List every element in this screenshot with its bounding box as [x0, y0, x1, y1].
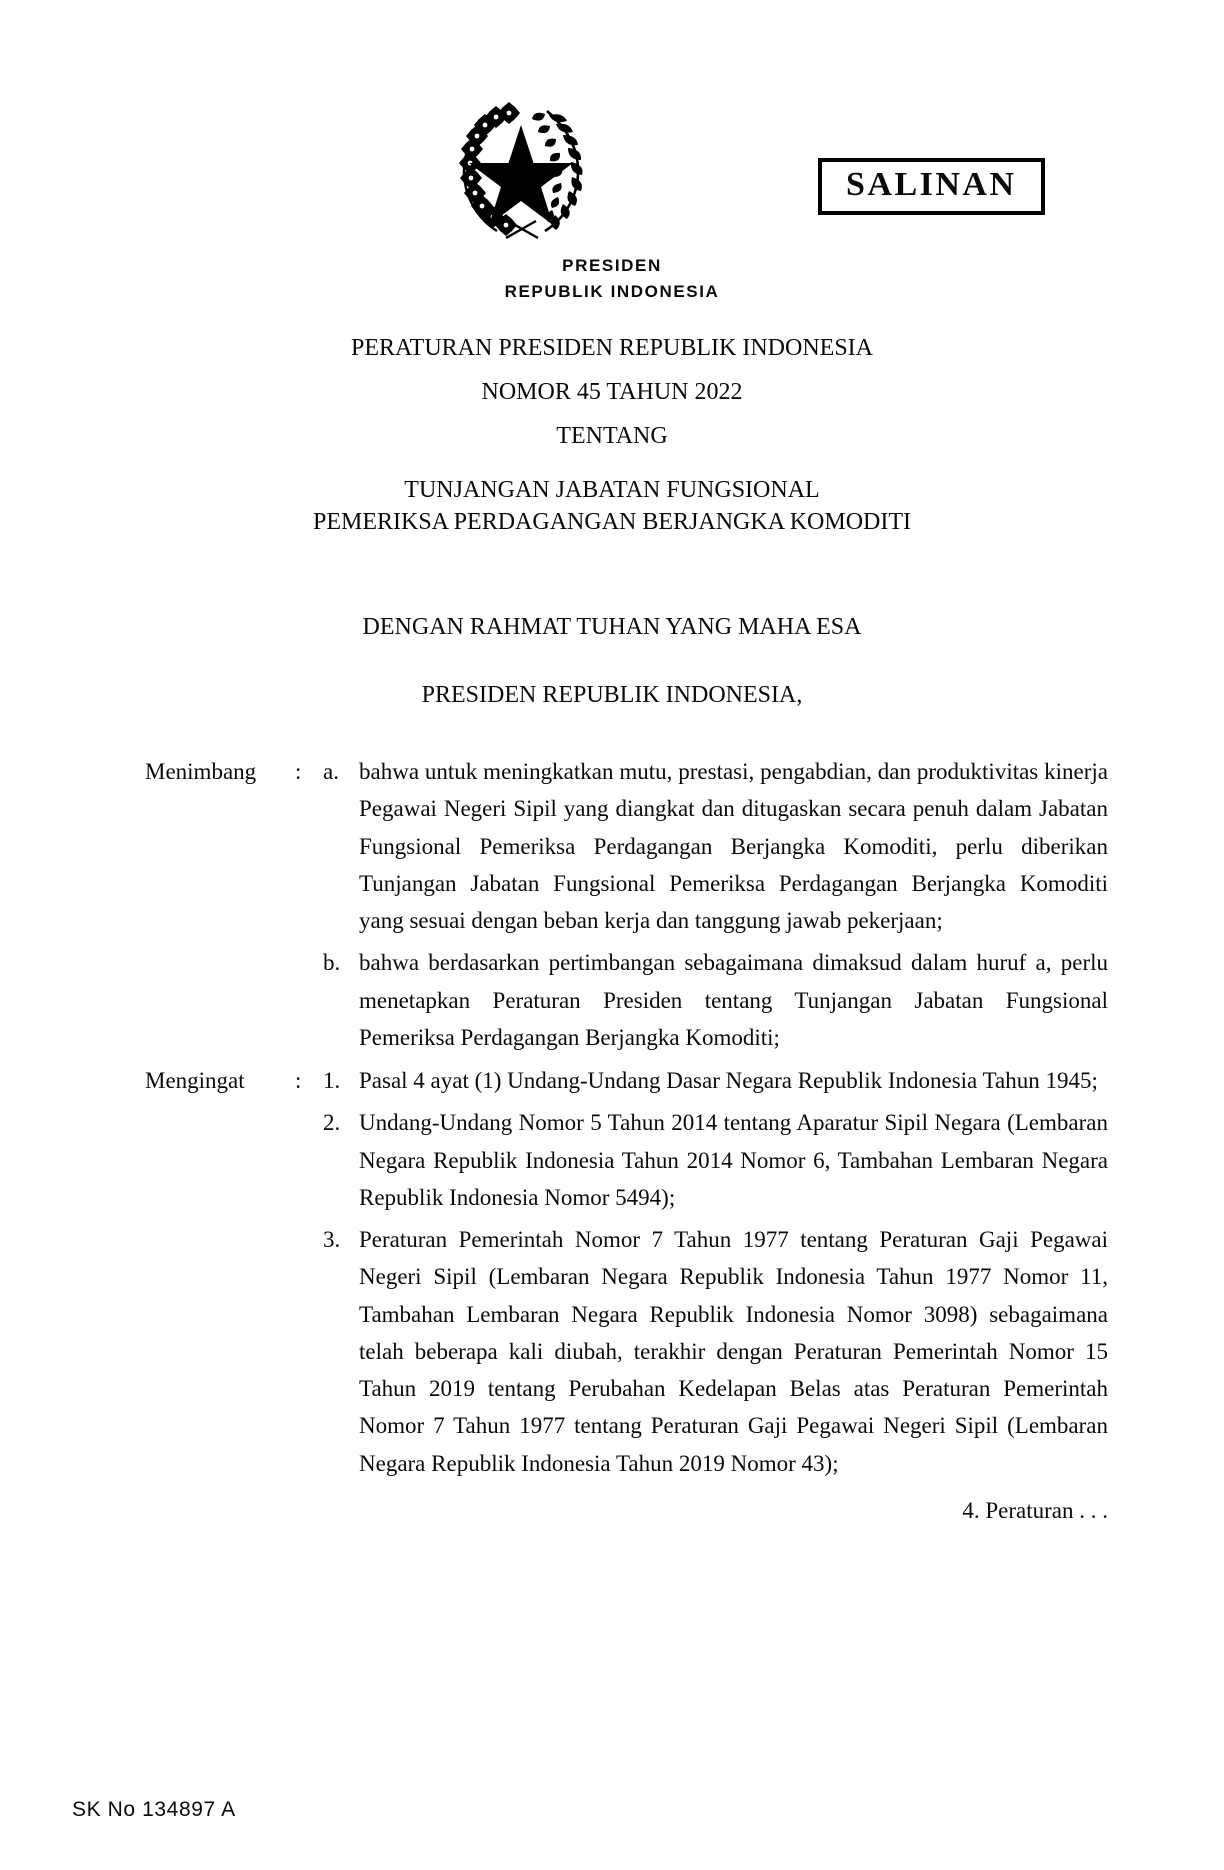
item-marker: a. [323, 759, 339, 784]
item-text: Peraturan Pemerintah Nomor 7 Tahun 1977 tentang Peraturan Gaji Pegawai Negeri Sipil (Lembaran Negara Republik Indonesia Tahun 1977 Nomor 11, Tambahan Lembaran Negara Republik Indonesia Nomor 3098) sebagaimana telah beberapa kali diubah, terakhir dengan Peraturan Pemerintah Nomor 15 Tahun 2019 tentang Perubahan Kedelapan Belas atas Peraturan Pemerintah Nomor 7 Tahun 1977 tentang Peraturan Gaji Pegawai Negeri Sipil (Lembaran Negara Republik Indonesia Tahun 2019 Nomor 43); [359, 1227, 1108, 1476]
item-marker: 2. [323, 1110, 341, 1136]
clause-colon-mengingat: : [295, 1068, 302, 1093]
clause-label-menimbang: Menimbang [145, 759, 257, 784]
list-item [323, 1062, 1108, 1099]
item-text: bahwa untuk meningkatkan mutu, prestasi, pengabdian, dan produktivitas kinerja Pegawai Negeri Sipil yang diangkat dan ditugaskan secara penuh dalam Jabatan Fungsional Pemeriksa Perdagangan Berjangka Komoditi, perlu diberikan Tunjangan Jabatan Fungsional Pemeriksa Perdagangan Berjangka Komoditi yang sesuai dengan beban kerja dan tanggung jawab pekerjaan; [359, 759, 1108, 933]
item-text: Undang-Undang Nomor 5 Tahun 2014 tentang Aparatur Sipil Negara (Lembaran Negara Republik Indonesia Tahun 2014 Nomor 6, Tambahan Lembaran Negara Republik Indonesia Nomor 5494); [359, 1110, 1108, 1210]
title-line-subject-2: PEMERIKSA PERDAGANGAN BERJANGKA KOMODITI [312, 509, 912, 535]
title-line-regulation: PERATURAN PRESIDEN REPUBLIK INDONESIA [350, 335, 874, 361]
document-title-block [0, 336, 1224, 554]
salinan-stamp-box [818, 158, 1045, 215]
clause-label-mengingat: Mengingat [145, 1068, 245, 1093]
clause-menimbang [145, 753, 1108, 1056]
item-marker: 1. [323, 1068, 341, 1093]
presiden-header [0, 253, 1224, 304]
clause-items-mengingat [323, 1062, 1108, 1482]
item-text: Pasal 4 ayat (1) Undang-Undang Dasar Negara Republik Indonesia Tahun 1945; [359, 1068, 1098, 1093]
list-item [323, 944, 1108, 1056]
presiden-header-line2: REPUBLIK INDONESIA [504, 281, 720, 301]
document-masthead [0, 95, 1224, 305]
page-catchword: 4. Peraturan . . . [962, 1497, 1108, 1523]
item-text: bahwa berdasarkan pertimbangan sebagaimana dimaksud dalam huruf a, perlu menetapkan Peraturan Presiden tentang Tunjangan Jabatan Fungsional Pemeriksa Perdagangan Berjangka Komoditi; [359, 950, 1108, 1050]
clause-list [0, 753, 1224, 1482]
list-item [323, 1221, 1108, 1482]
clause-colon-menimbang: : [295, 759, 302, 784]
document-body [0, 615, 1224, 1529]
salinan-label: SALINAN [846, 166, 1017, 203]
item-marker: 3. [323, 1227, 341, 1252]
title-line-tentang: TENTANG [556, 423, 668, 449]
title-line-number: NOMOR 45 TAHUN 2022 [481, 379, 743, 405]
indonesia-presidential-emblem-star-wreath-icon [446, 95, 596, 245]
clause-mengingat [145, 1062, 1108, 1482]
invocation-line: DENGAN RAHMAT TUHAN YANG MAHA ESA [362, 614, 862, 640]
clause-items-menimbang [323, 753, 1108, 1056]
issuer-line: PRESIDEN REPUBLIK INDONESIA, [421, 682, 803, 708]
document-footer-code: SK No 134897 A [72, 1798, 236, 1821]
item-marker: b. [323, 950, 341, 976]
salinan-stamp [818, 158, 1045, 215]
presiden-header-line1: PRESIDEN [562, 256, 662, 275]
title-line-subject-1: TUNJANGAN JABATAN FUNGSIONAL [404, 477, 820, 503]
list-item [323, 1104, 1108, 1216]
list-item [323, 753, 1108, 939]
